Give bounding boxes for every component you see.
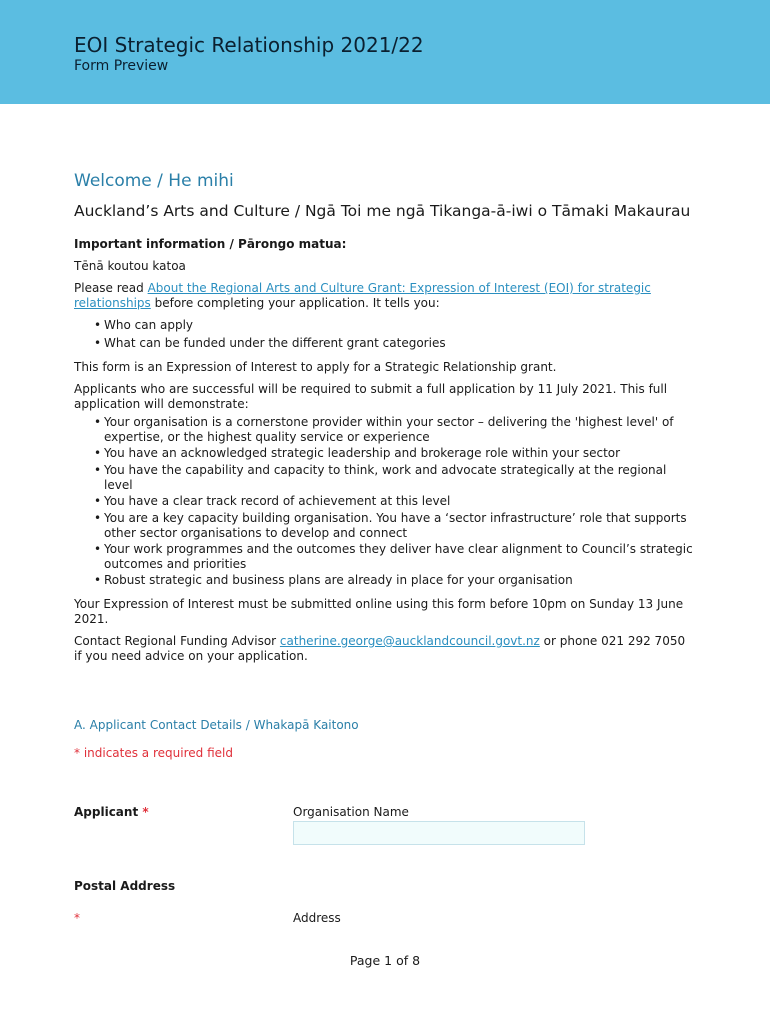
applicants-text: Applicants who are successful will be required to submit a full application by 11 July 2021. This full application will demonstrate: bbox=[74, 382, 668, 411]
section-a-heading: A. Applicant Contact Details / Whakapā Kaitono bbox=[74, 718, 359, 732]
postal-address-label: Postal Address bbox=[74, 879, 176, 893]
contact-prefix: Contact Regional Funding Advisor bbox=[74, 634, 280, 648]
org-name-input[interactable] bbox=[293, 821, 585, 845]
address-label: Address bbox=[293, 911, 341, 925]
list-item: • You are a key capacity building organisation. You have a ‘sector infrastructure’ role that supports other sector organisations to develop and connect bbox=[94, 511, 694, 541]
tells-list bbox=[74, 318, 694, 351]
advisor-email-link[interactable]: catherine.george@aucklandcouncil.govt.nz bbox=[279, 634, 540, 648]
form-title: EOI Strategic Relationship 2021/22 bbox=[74, 33, 424, 57]
page-header bbox=[0, 0, 770, 104]
welcome-subheading: Auckland’s Arts and Culture / Ngā Toi me ngā Tikanga-ā-iwi o Tāmaki Makaurau bbox=[74, 202, 691, 220]
deadline-text: Your Expression of Interest must be submitted online using this form before 10pm on Sunday 13 June 2021. bbox=[74, 597, 684, 626]
eoi-text: This form is an Expression of Interest to apply for a Strategic Relationship grant. bbox=[74, 360, 557, 374]
eoi-info-link[interactable]: About the Regional Arts and Culture Grant: Expression of Interest (EOI) for strategic relationships bbox=[74, 281, 651, 310]
list-item: • You have a clear track record of achievement at this level bbox=[94, 494, 694, 509]
list-item: • You have the capability and capacity to think, work and advocate strategically at the regional level bbox=[94, 463, 694, 493]
list-item: • Robust strategic and business plans are already in place for your organisation bbox=[94, 573, 694, 588]
list-item: • What can be funded under the different grant categories bbox=[94, 336, 694, 351]
read-prefix: Please read bbox=[74, 281, 148, 295]
org-name-label: Organisation Name bbox=[293, 805, 409, 819]
list-item: • Who can apply bbox=[94, 318, 694, 333]
form-subtitle: Form Preview bbox=[74, 58, 169, 74]
required-star: * bbox=[74, 911, 80, 925]
page-number: Page 1 of 8 bbox=[349, 953, 421, 968]
applicant-label bbox=[74, 805, 149, 819]
read-paragraph bbox=[74, 281, 694, 311]
welcome-heading: Welcome / He mihi bbox=[74, 171, 234, 191]
greeting-text: Tēnā koutou katoa bbox=[74, 259, 186, 273]
list-item: • Your organisation is a cornerstone provider within your sector – delivering the 'highest level' of expertise, or the highest quality service or experience bbox=[94, 415, 694, 445]
contact-paragraph bbox=[74, 634, 694, 664]
required-note: * indicates a required field bbox=[74, 746, 233, 760]
important-info-label: Important information / Pārongo matua: bbox=[74, 237, 347, 251]
applicant-label-text: Applicant bbox=[74, 805, 139, 819]
main-content bbox=[74, 170, 694, 664]
required-star: * bbox=[142, 805, 149, 819]
list-item: • Your work programmes and the outcomes they deliver have clear alignment to Council’s strategic outcomes and priorities bbox=[94, 542, 694, 572]
list-item: • You have an acknowledged strategic leadership and brokerage role within your sector bbox=[94, 446, 694, 461]
demonstrate-list bbox=[74, 415, 694, 588]
contact-suffix: or phone 021 292 7050 if you need advice on your application. bbox=[74, 634, 686, 663]
read-suffix: before completing your application. It tells you: bbox=[150, 296, 440, 310]
